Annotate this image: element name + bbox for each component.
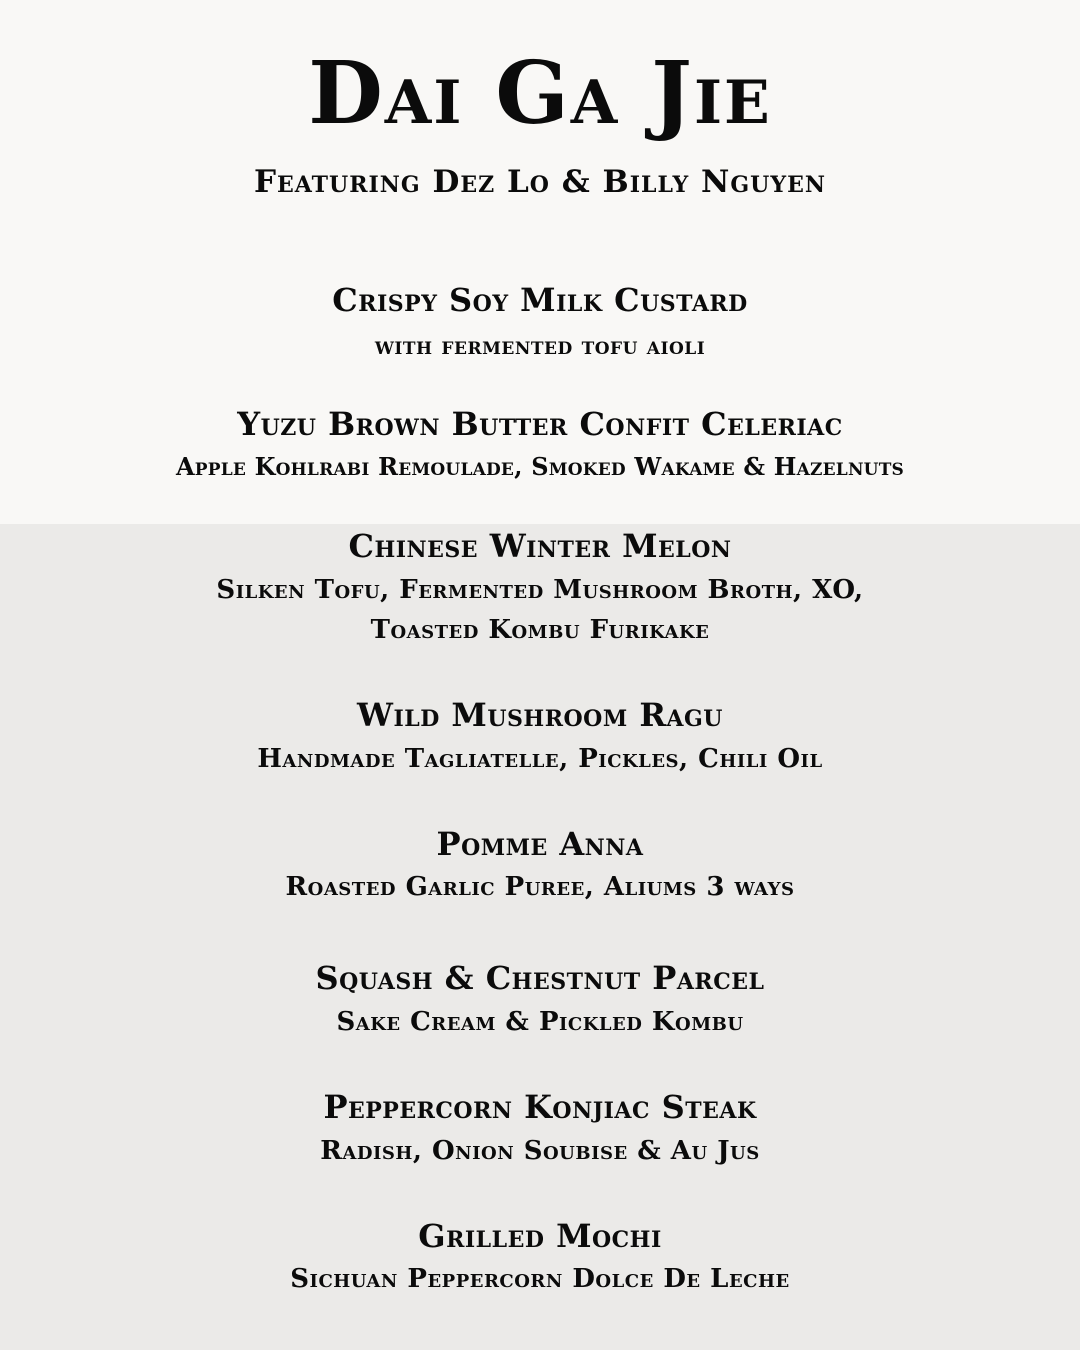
dish-name: Yuzu Brown Butter Confit Celeriac [237, 405, 843, 443]
dish-name: Pomme Anna [436, 825, 644, 863]
dish-description: Sake Cream & Pickled Kombu [336, 1007, 744, 1037]
dish-description: with fermented tofu aioli [374, 331, 706, 360]
dish-name: Chinese Winter Melon [348, 527, 732, 565]
dish-name: Crispy Soy Milk Custard [332, 281, 748, 319]
dish-description: Toasted Kombu Furikake [370, 615, 710, 645]
dish-description: Radish, Onion Soubise & Au Jus [320, 1136, 760, 1166]
dish-description: Silken Tofu, Fermented Mushroom Broth, XO, [216, 575, 864, 605]
dish-description: Roasted Garlic Puree, Aliums 3 ways [285, 872, 795, 902]
dish-name: Squash & Chestnut Parcel [315, 959, 765, 997]
dish-description: Handmade Tagliatelle, Pickles, Chili Oil [257, 744, 823, 774]
dish-name: Peppercorn Konjiac Steak [323, 1088, 757, 1126]
dish-name: Grilled Mochi [418, 1217, 662, 1255]
menu-title: Dai Ga Jie [308, 43, 772, 144]
menu-subtitle: Featuring Dez Lo & Billy Nguyen [254, 164, 826, 200]
dish-description: Sichuan Peppercorn Dolce De Leche [290, 1264, 790, 1294]
dish-description: Apple Kohlrabi Remoulade, Smoked Wakame & Hazelnuts [175, 452, 905, 481]
dish-name: Wild Mushroom Ragu [357, 696, 723, 734]
